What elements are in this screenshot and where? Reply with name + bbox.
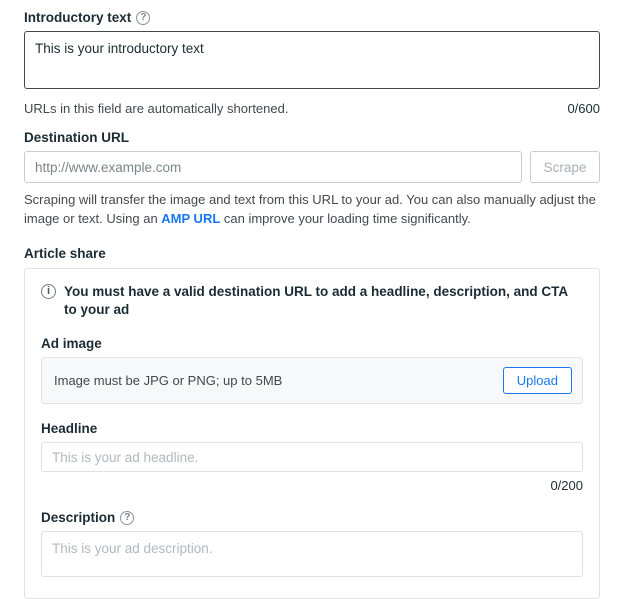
destination-url-input[interactable] [24, 151, 522, 183]
description-label-text: Description [41, 510, 116, 526]
headline-label-text: Headline [41, 421, 98, 437]
ad-image-label-text: Ad image [41, 336, 102, 352]
destination-url-label-text: Destination URL [24, 130, 130, 145]
introductory-text-field [24, 10, 600, 116]
question-mark-icon[interactable]: ? [120, 511, 134, 525]
introductory-text-hint: URLs in this field are automatically shortened. [24, 101, 289, 116]
article-share-panel [24, 268, 600, 599]
headline-label [41, 421, 583, 436]
introductory-text-label [24, 10, 600, 25]
question-mark-icon[interactable]: ? [136, 11, 150, 25]
info-icon: i [41, 284, 56, 299]
notice-text: You must have a valid destination URL to add a headline, description, and CTA to your ad [64, 283, 568, 317]
headline-input[interactable] [41, 442, 583, 472]
introductory-text-footer [24, 101, 600, 116]
article-share-title: Article share [24, 245, 106, 261]
description-label [41, 510, 583, 525]
headline-counter: 0/200 [550, 478, 583, 494]
destination-url-hint-part1: Scraping will transfer the image and text from this URL to your ad. You can also manually adjust the image or text. Using an [24, 192, 596, 226]
introductory-text-input[interactable] [24, 31, 600, 89]
upload-button[interactable]: Upload [503, 367, 572, 394]
destination-url-field [24, 130, 600, 229]
destination-url-hint-part2: can improve your loading time significantly. [220, 210, 471, 226]
amp-url-link[interactable]: AMP URL [161, 210, 221, 226]
destination-url-label [24, 130, 600, 145]
ad-image-upload-box [41, 357, 583, 404]
introductory-text-counter: 0/600 [567, 101, 600, 116]
ad-image-requirement-text: Image must be JPG or PNG; up to 5MB [54, 373, 283, 389]
destination-url-row [24, 151, 600, 183]
ad-image-label [41, 336, 583, 351]
destination-url-hint [24, 191, 600, 229]
scrape-button[interactable]: Scrape [530, 151, 600, 183]
introductory-text-label-text: Introductory text [24, 10, 132, 25]
description-input[interactable] [41, 531, 583, 577]
destination-url-required-notice [41, 283, 583, 319]
